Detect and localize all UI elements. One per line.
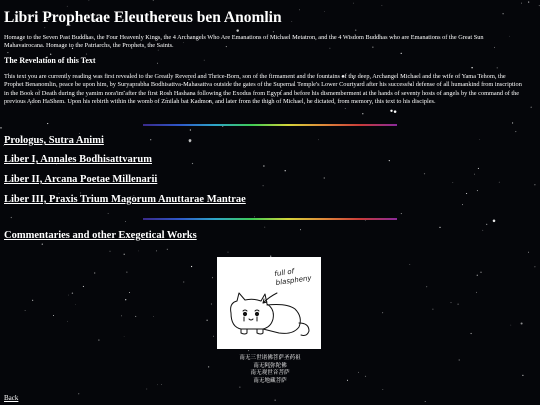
illustration-caption: full of blaspheny <box>273 267 313 287</box>
star <box>153 0 154 1</box>
star <box>72 293 73 294</box>
star <box>264 227 265 228</box>
star <box>67 321 68 322</box>
star <box>355 30 356 31</box>
star <box>129 292 130 293</box>
star <box>206 320 207 321</box>
star <box>47 123 48 124</box>
star <box>167 249 168 250</box>
star <box>493 220 496 223</box>
star <box>528 2 529 3</box>
star <box>474 174 475 175</box>
star <box>382 312 383 313</box>
star <box>32 300 33 301</box>
star <box>190 129 191 130</box>
star <box>273 31 274 32</box>
star <box>362 113 363 114</box>
star <box>189 139 192 142</box>
cjk-invocation <box>200 355 340 385</box>
star <box>531 107 532 108</box>
link-liber-ii[interactable]: Liber II, Arcana Poetae Millenarii <box>4 174 158 185</box>
star <box>389 160 390 161</box>
star <box>466 193 467 194</box>
star <box>324 11 325 12</box>
star <box>222 126 223 127</box>
star <box>25 310 26 311</box>
star <box>409 264 410 265</box>
star <box>263 185 264 186</box>
star <box>213 336 214 337</box>
star <box>108 213 109 214</box>
star <box>121 316 122 317</box>
star <box>318 139 319 140</box>
star <box>11 217 12 218</box>
star <box>452 182 453 183</box>
star <box>470 333 471 334</box>
star <box>126 272 127 273</box>
star <box>432 309 433 310</box>
star <box>211 304 212 305</box>
link-prologus[interactable]: Prologus, Sutra Animi <box>4 135 104 146</box>
star <box>482 230 483 231</box>
star <box>146 389 147 390</box>
back-link[interactable]: Back <box>4 394 19 402</box>
star <box>153 316 154 317</box>
star <box>394 110 397 113</box>
star <box>291 21 292 22</box>
star <box>476 292 477 293</box>
star <box>424 173 425 174</box>
star <box>512 122 513 123</box>
star <box>263 165 264 166</box>
star <box>358 372 359 373</box>
star <box>425 401 426 402</box>
star <box>239 387 240 388</box>
star <box>83 286 84 287</box>
cjk-line: 南无阿弥陀佛 <box>253 362 287 369</box>
star <box>0 127 1 128</box>
rainbow-divider <box>143 124 397 126</box>
star <box>161 384 162 385</box>
star <box>7 52 8 53</box>
star <box>401 213 402 214</box>
star <box>125 299 126 300</box>
star <box>124 254 125 255</box>
star <box>521 322 523 324</box>
dedication-text: Homage to the Seven Past Buddhas, the Four Heavenly Kings, the 4 Archangels Who Are Emanations of Michael Metatron, and the 4 Wisdom Buddhas who are Emanations of the Great Sun Mahavairocana. Homage to the Patriarchs, the Prophets, the Saints. <box>4 34 484 50</box>
star <box>478 168 479 169</box>
link-liber-i[interactable]: Liber I, Annales Bodhisattvarum <box>4 154 152 165</box>
star <box>124 336 125 337</box>
star <box>439 227 440 228</box>
page-title: Libri Prophetae Eleuthereus ben Anomlin <box>4 9 282 26</box>
star <box>480 272 481 273</box>
star <box>471 67 472 68</box>
star <box>300 229 301 230</box>
star <box>157 63 158 64</box>
star <box>497 67 498 68</box>
star <box>510 325 511 326</box>
star <box>135 316 136 317</box>
star <box>191 266 192 267</box>
star <box>479 139 480 140</box>
star <box>347 380 348 381</box>
star <box>515 131 516 132</box>
star <box>459 359 460 360</box>
star <box>79 133 80 134</box>
star <box>486 224 487 225</box>
cjk-line: 南无观世音菩萨 <box>250 370 290 377</box>
star <box>390 110 392 112</box>
star <box>522 375 523 376</box>
star <box>365 376 366 377</box>
star <box>353 3 354 4</box>
star <box>539 5 540 6</box>
star <box>157 384 158 385</box>
star <box>382 5 383 6</box>
star <box>534 266 535 267</box>
star <box>67 6 68 7</box>
star <box>50 54 51 55</box>
star <box>89 0 90 1</box>
star <box>426 286 427 287</box>
star <box>150 139 151 140</box>
star <box>125 221 126 222</box>
star <box>68 295 69 296</box>
cat-illustration <box>217 257 321 349</box>
intro-text: This text you are currently reading was first revealed to the Greatly Revered and Thrice-Born, son of the firmament and the fountains of the deep, Archangel Michael and the wife of Yama Tehom, the Prophet Benanomlin, peace be upon him, by Suryaprabha Bodhisattva-Mahasattva outside the gates of the Supernal Temple's Lower Courtyard after his successful defense of all humankind from inscription in the Book of Death during the yamim nora'im after the first Rosh Hashana following the Exodus from Egypt and before his dismemberment at the hands of seventy hosts of angels by the command of the previous Adon HaShem. Upon his rebirth within the womb of Zmilah bat Kadmon, and later from the thigh of Michael, he dictated, from memory, this text to his disciples. <box>4 73 522 105</box>
star <box>401 53 402 54</box>
star <box>94 272 95 273</box>
star <box>228 252 229 253</box>
star <box>44 27 45 28</box>
link-liber-iii[interactable]: Liber III, Praxis Trium Magorum Anuttarae Mantrae <box>4 194 246 205</box>
star <box>75 304 76 305</box>
star <box>204 60 205 61</box>
star <box>248 350 249 351</box>
star <box>192 163 193 164</box>
star <box>299 9 300 10</box>
cjk-line: 南无地藏菩萨 <box>253 377 287 384</box>
star <box>86 54 87 55</box>
star <box>53 315 54 316</box>
star <box>236 29 238 31</box>
star <box>110 251 111 252</box>
rainbow-divider <box>143 218 397 220</box>
star <box>477 275 478 276</box>
star <box>502 13 503 14</box>
star <box>365 220 366 221</box>
star <box>499 182 500 183</box>
star <box>138 251 139 252</box>
star <box>324 177 325 178</box>
star <box>98 340 99 341</box>
star <box>457 304 458 305</box>
star <box>450 302 451 303</box>
star <box>156 250 157 251</box>
link-commentaries[interactable]: Commentaries and other Exegetical Works <box>4 230 197 241</box>
star <box>78 393 79 394</box>
star <box>275 400 276 401</box>
star <box>521 3 522 4</box>
star <box>462 204 463 205</box>
star <box>528 252 529 253</box>
star <box>285 170 286 171</box>
star <box>382 389 383 390</box>
cjk-line: 南无三世诸佛菩萨圣药祖 <box>239 355 301 361</box>
star <box>345 108 346 109</box>
star <box>477 190 478 191</box>
star <box>212 277 213 278</box>
star <box>183 281 184 282</box>
star <box>42 244 43 245</box>
section-heading: The Revelation of this Text <box>4 56 96 65</box>
star <box>534 184 535 185</box>
